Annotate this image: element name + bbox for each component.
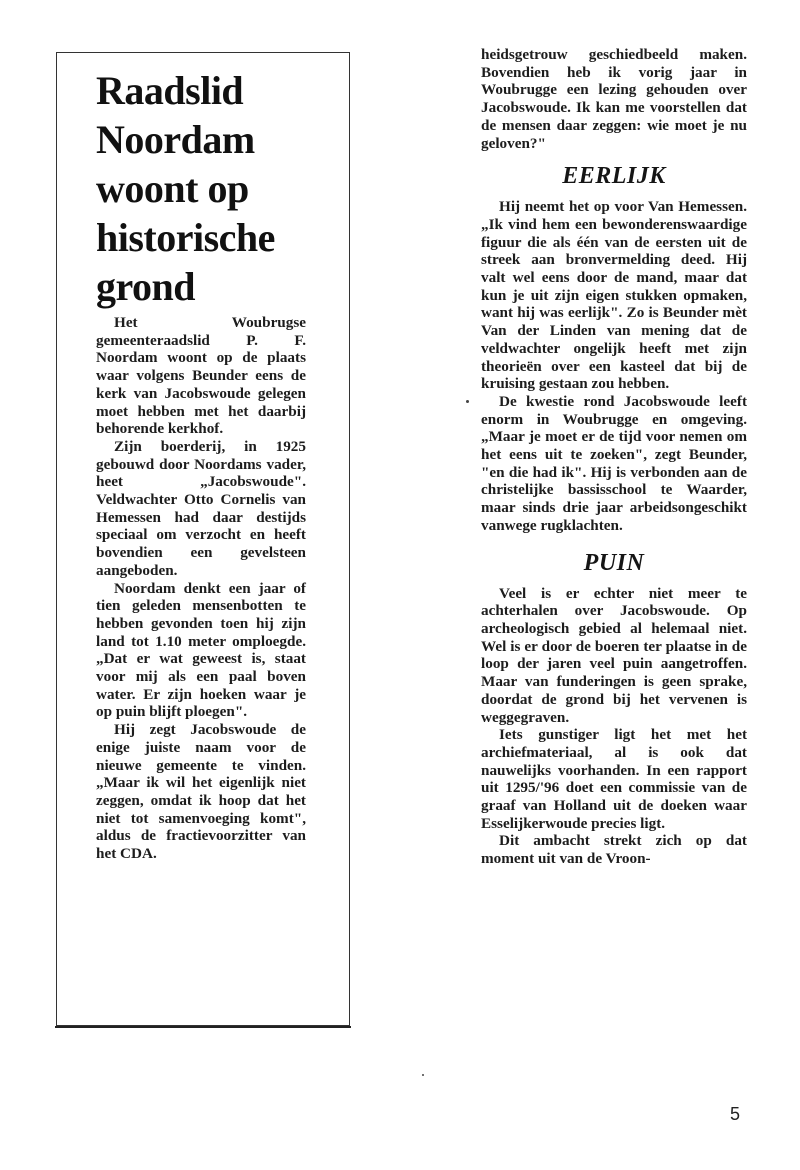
paragraph: Dit ambacht strekt zich op dat moment uit van de Vroon-	[481, 832, 747, 868]
box-bottom-rule	[55, 1026, 351, 1028]
headline: Raadslid Noordam woont op historische grond	[96, 68, 275, 309]
paragraph: Zijn boerderij, in 1925 gebouwd door Noordams vader, heet „Jacobswoude". Veldwachter Otto Cornelis van Hemessen had daar destijds speciaal om verzocht en heeft bovendien een gevelsteen aangeboden.	[96, 437, 306, 579]
scan-speck	[422, 1074, 424, 1076]
left-column	[96, 314, 306, 863]
paragraph: Veel is er echter niet meer te achterhalen over Jacobswoude. Op archeologisch gebied al helemaal niet. Wel is er door de boeren ter plaatse in de loop der jaren veel puin aangetroffen. Maar van funderingen is geen sprake, doordat de grond bij het vervenen is weggegraven.	[481, 584, 747, 726]
paragraph-continued: heidsgetrouw geschiedbeeld maken. Bovendien heb ik vorig jaar in Woubrugge een lezing gehouden over Jacobswoude. Ik kan me voorstellen dat de mensen daar zeggen: wie moet je nu geloven?"	[481, 46, 747, 152]
subhead-puin: PUIN	[583, 549, 645, 576]
scan-speck	[466, 400, 469, 403]
page-number: 5	[730, 1104, 741, 1124]
paragraph: Hij zegt Jacobswoude de enige juiste naam voor de nieuwe gemeente te vinden. „Maar ik wil het eigenlijk niet zeggen, omdat ik hoop dat het niet tot samenvoeging komt", aldus de fractievoorzitter van het CDA.	[96, 721, 306, 863]
paragraph: Noordam denkt een jaar of tien geleden mensenbotten te hebben gevonden toen hij zijn land tot 1.10 meter omploegde. „Dat er wat geweest is, staat voor mij als een paal boven water. Er zijn hoeken waar je op puin blijft ploegen".	[96, 579, 306, 721]
paragraph: De kwestie rond Jacobswoude leeft enorm in Woubrugge en omgeving. „Maar je moet er de tijd voor nemen om het eens uit te zoeken", zegt Beunder, "en die had ik". Hij is verbonden aan de christelijke bassisschool te Waarder, maar sinds drie jaar arbeidsongeschikt vanwege rugklachten.	[481, 392, 747, 534]
paragraph: Het Woubrugse gemeenteraadslid P. F. Noordam woont op de plaats waar volgens Beunder eens de kerk van Jacobswoude gelegen moet hebben met het daarbij behorende kerkhof.	[96, 314, 306, 438]
paragraph: Iets gunstiger ligt het met het archiefmateriaal, al is ook dat nauwelijks voorhanden. In een rapport uit 1295/'96 doet een commissie van de graaf van Holland uit de doeken waar Esselijkerwoude precies ligt.	[481, 726, 747, 832]
right-column	[481, 46, 747, 868]
paragraph: Hij neemt het op voor Van Hemessen. „Ik vind hem een bewonderenswaardige figuur die als één van de eersten uit de streek aan bronvermelding deed. Hij valt wel eens door de mand, maar dat kun je uit zijn eigen stukken opmaken, want hij was eerlijk". Zo is Beunder mèt Van der Linden van mening dat de veldwachter ongelijk heeft met zijn theorieën over een kasteel dat bij de kruising gestaan zou hebben.	[481, 198, 747, 393]
subhead-eerlijk: EERLIJK	[562, 163, 666, 190]
